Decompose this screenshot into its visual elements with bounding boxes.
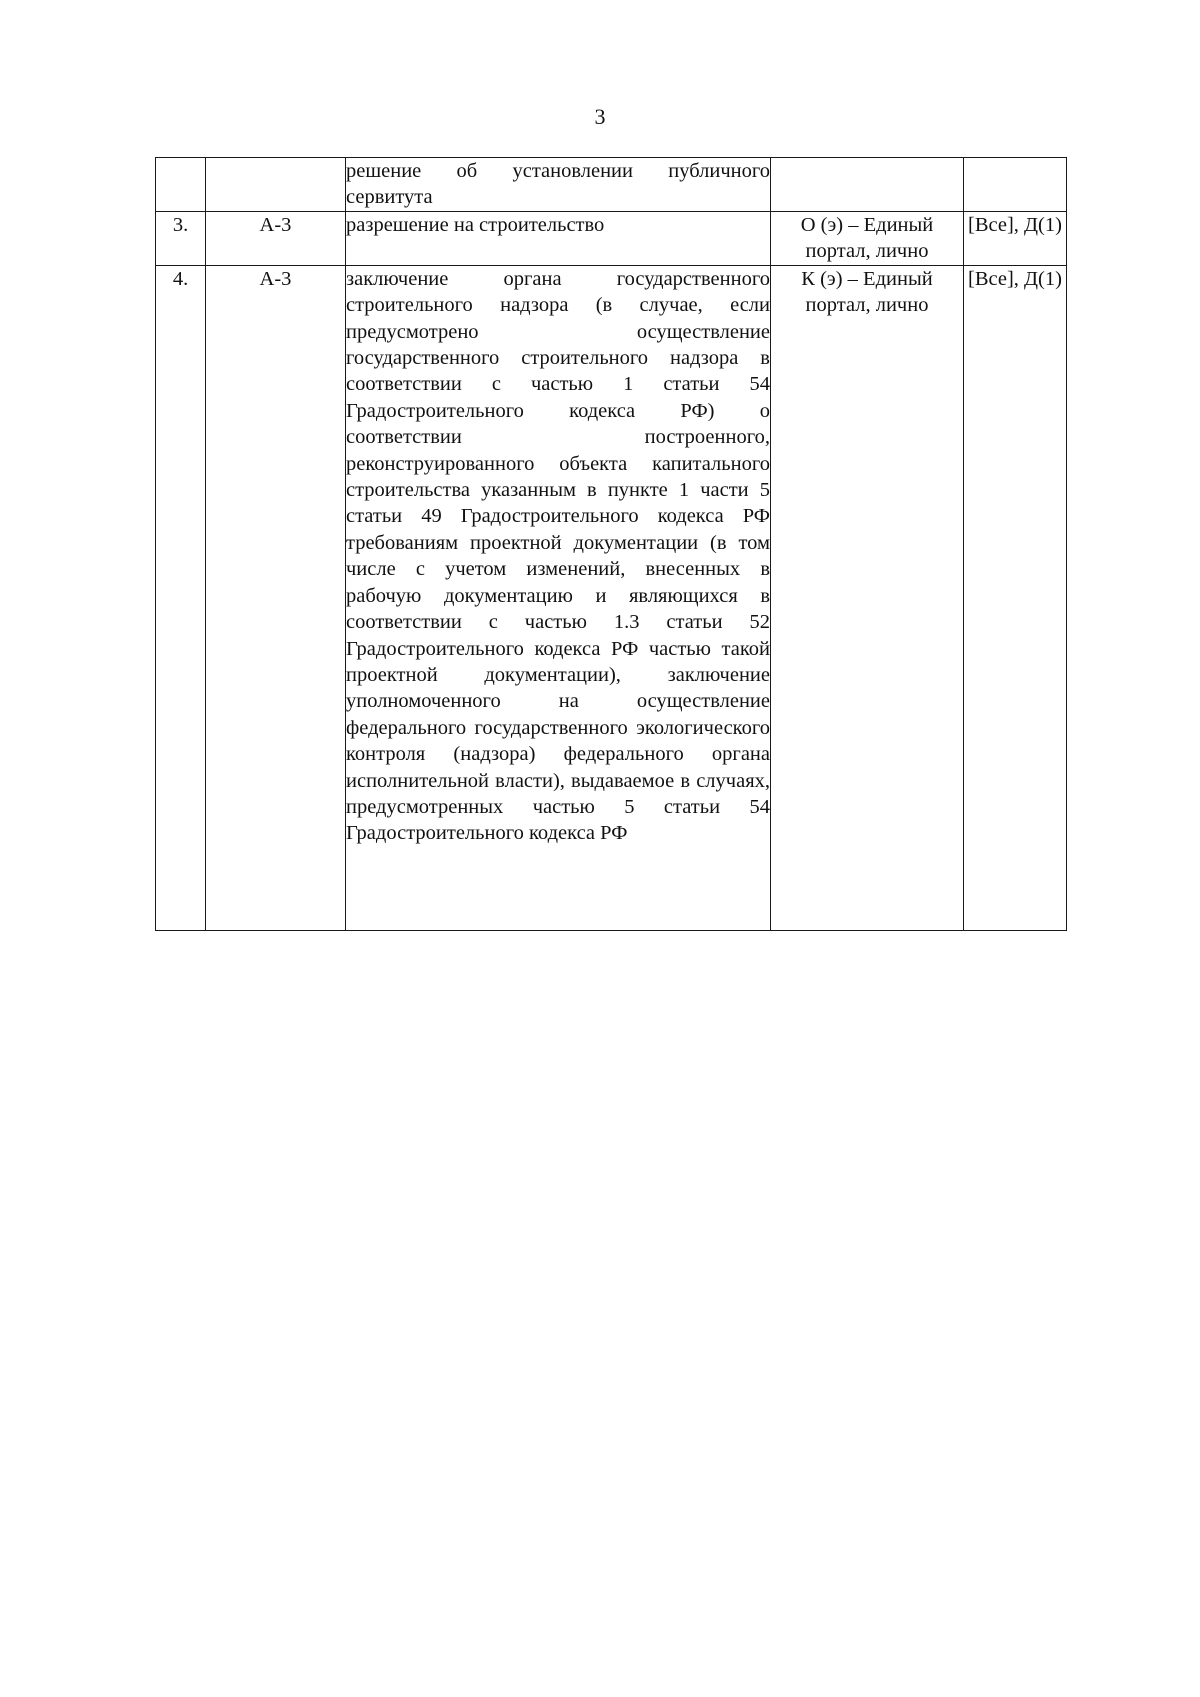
row-code: [206, 158, 346, 212]
row-requirements: [Все], Д(1): [964, 211, 1067, 265]
row-method: О (э) – Единый портал, лично: [771, 211, 964, 265]
page-number: 3: [594, 104, 606, 129]
row-code: А-3: [206, 265, 346, 930]
table-row: [156, 265, 1067, 930]
row-description: заключение органа государственного строительного надзора (в случае, если предусмотрено осуществление государственного строительного надзора в соответствии с частью 1 статьи 54 Градостроительного кодекса РФ) о соответствии построенного, реконструированного объекта капитального строительства указанным в пункте 1 части 5 статьи 49 Градостроительного кодекса РФ требованиям проектной документации (в том числе с учетом изменений, внесенных в рабочую документацию и являющихся в соответствии с частью 1.3 статьи 52 Градостроительного кодекса РФ частью такой проектной документации), заключение уполномоченного на осуществление федерального государственного экологического контроля (надзора) федерального органа исполнительной власти), выдаваемое в случаях, предусмотренных частью 5 статьи 54 Градостроительного кодекса РФ: [346, 265, 771, 930]
row-code: А-3: [206, 211, 346, 265]
row-method: К (э) – Единый портал, лично: [771, 265, 964, 930]
row-method: [771, 158, 964, 212]
row-number: 4.: [156, 265, 206, 930]
row-description: разрешение на строительство: [346, 211, 771, 265]
document-table: [155, 157, 1067, 931]
row-description: решение об установлении публичного сервитута: [346, 158, 771, 212]
row-requirements: [964, 158, 1067, 212]
row-number: 3.: [156, 211, 206, 265]
table-row: [156, 158, 1067, 212]
table-row: [156, 211, 1067, 265]
row-requirements: [Все], Д(1): [964, 265, 1067, 930]
row-number: [156, 158, 206, 212]
